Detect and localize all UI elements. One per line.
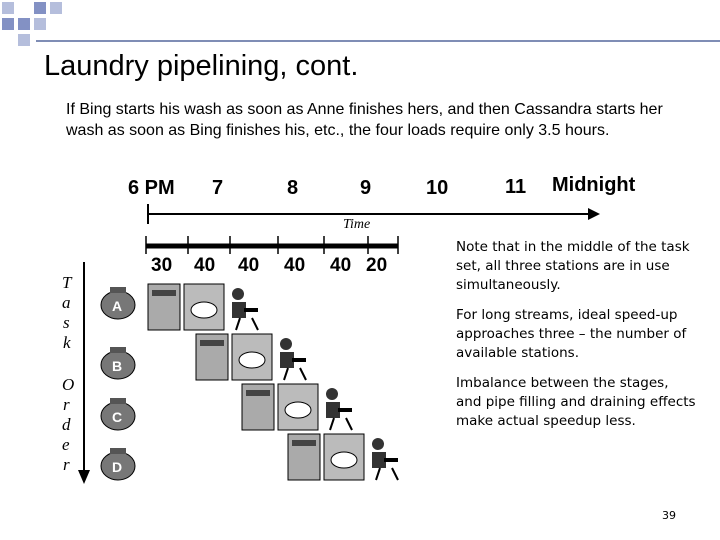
notes-panel [456, 238, 696, 442]
svg-text:A: A [112, 298, 123, 314]
duration-label-5: 40 [330, 255, 352, 276]
load-row-a [148, 284, 258, 330]
time-label-8: 8 [287, 177, 299, 199]
time-label-midnight: Midnight [552, 174, 636, 196]
svg-text:d: d [62, 415, 71, 434]
duration-label-4: 40 [284, 255, 306, 276]
laundry-pipeline-figure [58, 172, 450, 492]
load-row-c [242, 384, 352, 430]
duration-label-2: 40 [194, 255, 216, 276]
note-3: Imbalance between the stages, and pipe filling and draining effects make actual speedup less. [456, 375, 696, 429]
order-axis-arrowhead [78, 470, 90, 484]
task-bag-c [101, 398, 135, 430]
note-1: Note that in the middle of the task set, all three stations are in use simultaneously. [456, 239, 690, 293]
svg-text:k: k [63, 333, 71, 352]
svg-text:s: s [63, 313, 70, 332]
svg-text:e: e [62, 435, 70, 454]
intro-paragraph: If Bing starts his wash as soon as Anne finishes hers, and then Cassandra starts her wash as soon as Bing finishes his, etc., the four loads require only 3.5 hours. [66, 101, 663, 139]
duration-label-1: 30 [151, 255, 173, 276]
svg-text:O: O [62, 375, 75, 394]
svg-text:B: B [112, 358, 123, 374]
time-axis-extension [450, 213, 590, 215]
page-number: 39 [662, 509, 676, 522]
load-row-b [196, 334, 306, 380]
task-bag-b [101, 347, 135, 379]
task-order-label [62, 273, 74, 474]
duration-label-6: 20 [366, 255, 388, 276]
slide-title: Laundry pipelining, cont. [44, 50, 359, 82]
time-label-11: 11 [505, 176, 527, 198]
title-rule [36, 40, 720, 42]
note-2: For long streams, ideal speed-up approaches three – the number of available stations. [456, 307, 687, 361]
svg-text:r: r [63, 455, 70, 474]
corner-decoration [0, 0, 70, 50]
svg-text:T: T [62, 273, 72, 292]
svg-text:a: a [62, 293, 71, 312]
task-bag-a [101, 287, 135, 319]
time-axis-label: Time [343, 217, 371, 232]
load-row-d [288, 434, 398, 480]
svg-text:D: D [112, 459, 123, 475]
time-axis-arrowhead [588, 208, 600, 220]
svg-text:r: r [63, 395, 70, 414]
time-label-7: 7 [212, 177, 224, 199]
duration-label-3: 40 [238, 255, 260, 276]
time-label-9: 9 [360, 177, 372, 199]
time-label-10: 10 [426, 177, 449, 199]
task-bag-d [101, 448, 135, 480]
time-label-6pm: 6 PM [128, 177, 175, 199]
svg-text:C: C [112, 409, 123, 425]
